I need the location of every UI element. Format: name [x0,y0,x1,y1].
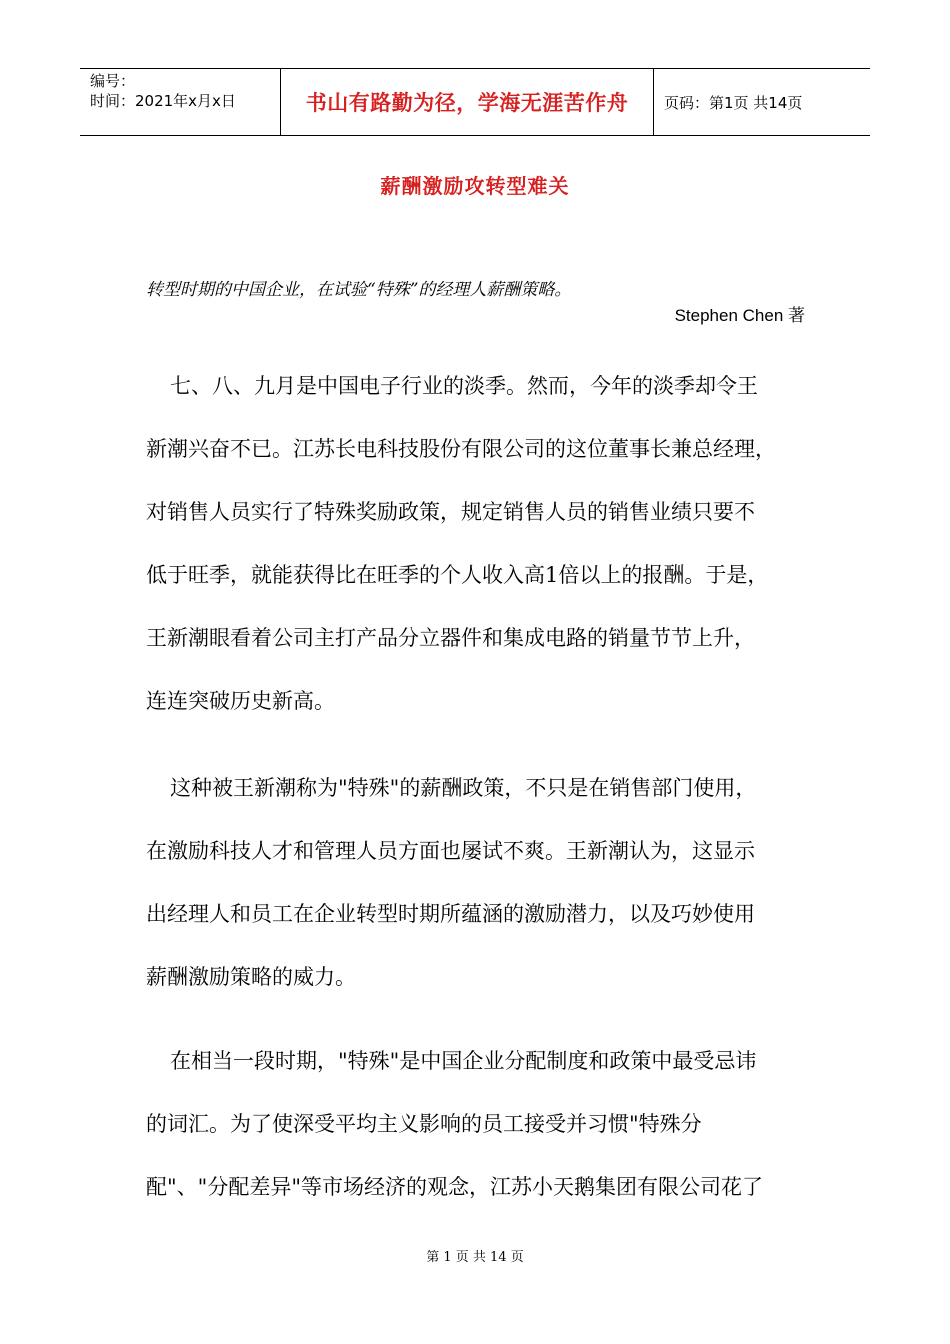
paragraph-line: 新潮兴奋不已。江苏长电科技股份有限公司的这位董事长兼总经理， [146,437,776,461]
number-label: 编号： [90,72,136,90]
paragraph-line: 连连突破历史新高。 [146,689,335,713]
paragraph-2 [146,757,806,1009]
paragraph-line: 在激励科技人才和管理人员方面也屡试不爽。王新潮认为，这显示 [146,839,755,863]
header-meta-cell [80,69,281,135]
paragraph-line: 七、八、九月是中国电子行业的淡季。然而，今年的淡季却令王 [170,374,758,398]
paragraph-1 [146,355,806,733]
page-header-table [80,68,870,136]
time-label: 时间：2021年x月x日 [90,92,236,110]
header-motto: 书山有路勤为径，学海无涯苦作舟 [281,69,654,135]
document-author: Stephen Chen 著 [674,306,805,325]
paragraph-3 [146,1030,806,1219]
paragraph-line: 出经理人和员工在企业转型时期所蕴涵的激励潜力，以及巧妙使用 [146,902,755,926]
paragraph-line: 薪酬激励策略的威力。 [146,965,356,989]
page-footer: 第 1 页 共 14 页 [426,1250,524,1265]
paragraph-line: 这种被王新潮称为"特殊"的薪酬政策，不只是在销售部门使用， [170,776,757,800]
paragraph-line: 王新潮眼看着公司主打产品分立器件和集成电路的销量节节上升， [146,626,755,650]
document-title: 薪酬激励攻转型难关 [380,174,570,198]
paragraph-line: 低于旺季，就能获得比在旺季的个人收入高1倍以上的报酬。于是， [146,563,769,587]
paragraph-line: 在相当一段时期，"特殊"是中国企业分配制度和政策中最受忌讳 [170,1049,757,1073]
document-subtitle: 转型时期的中国企业，在试验“特殊”的经理人薪酬策略。 [146,280,572,300]
paragraph-line: 配"、"分配差异"等市场经济的观念，江苏小天鹅集团有限公司花了 [146,1175,763,1199]
paragraph-line: 对销售人员实行了特殊奖励政策，规定销售人员的销售业绩只要不 [146,500,755,524]
paragraph-line: 的词汇。为了使深受平均主义影响的员工接受并习惯"特殊分 [146,1112,702,1136]
header-page-code: 页码：第1页 共14页 [664,93,803,112]
